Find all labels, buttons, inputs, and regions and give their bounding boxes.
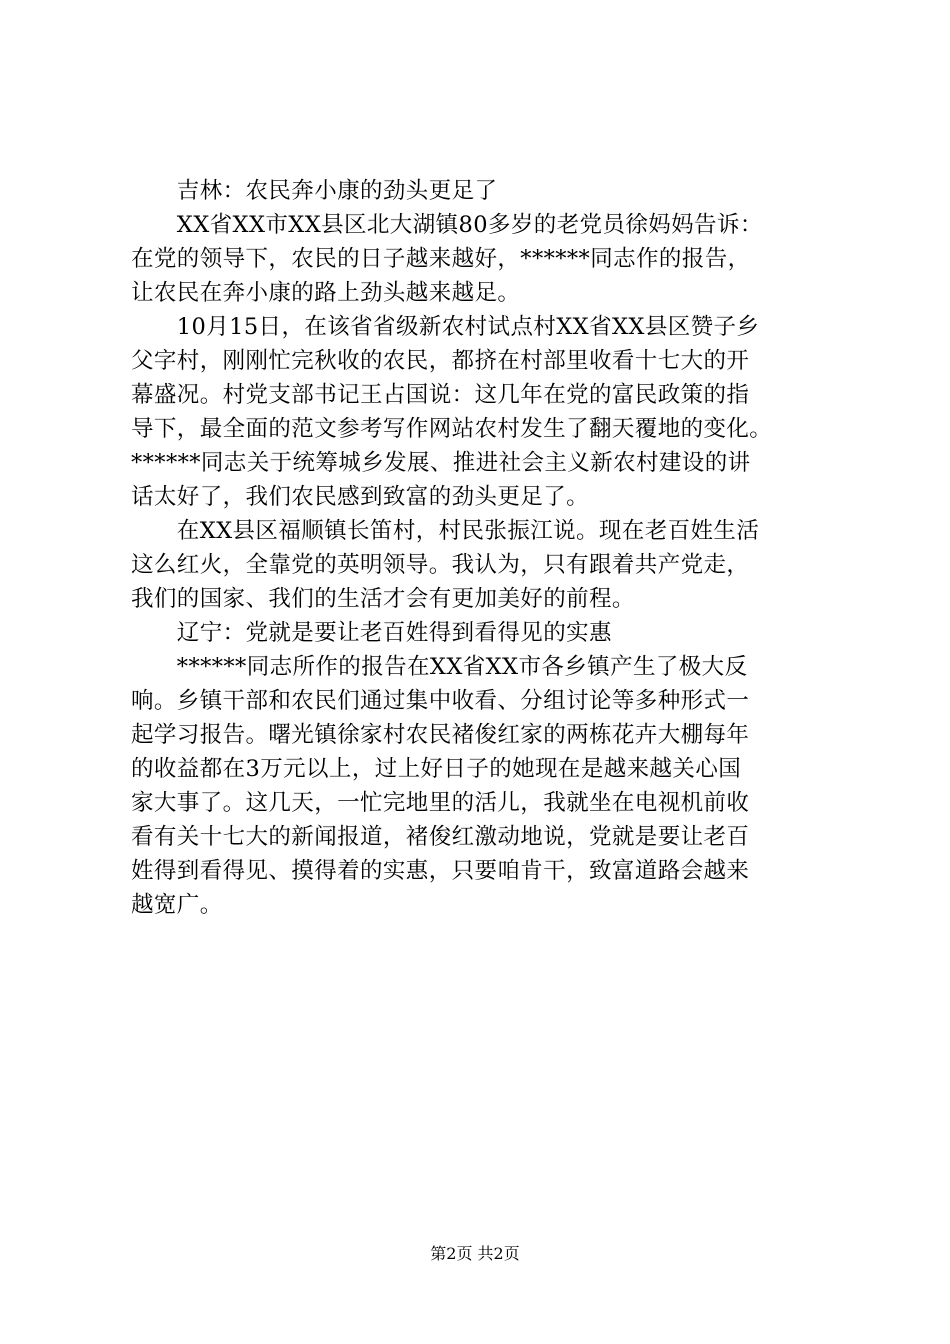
document-line: XX省XX市XX县区北大湖镇80多岁的老党员徐妈妈告诉：: [131, 212, 763, 238]
document-line: 让农民在奔小康的路上劲头越来越足。: [131, 280, 521, 306]
page-number-footer: 第2页 共2页: [430, 1244, 520, 1263]
document-line: 我们的国家、我们的生活才会有更加美好的前程。: [131, 586, 635, 612]
document-heading-liaoning: 辽宁：党就是要让老百姓得到看得见的实惠: [131, 620, 612, 646]
document-line: 幕盛况。村党支部书记王占国说：这几年在党的富民政策的指: [131, 382, 750, 408]
document-line: 越宽广。: [131, 892, 223, 918]
document-line: 10月15日，在该省省级新农村试点村XX省XX县区赞子乡: [131, 314, 760, 340]
document-line: 起学习报告。曙光镇徐家村农民褚俊红家的两栋花卉大棚每年: [131, 722, 750, 748]
document-line: 的收益都在3万元以上，过上好日子的她现在是越来越关心国: [131, 756, 742, 782]
document-line: 家大事了。这几天，一忙完地里的活儿，我就坐在电视机前收: [131, 790, 750, 816]
document-line: 在党的领导下，农民的日子越来越好，******同志作的报告，: [131, 246, 751, 272]
document-line: 在XX县区福顺镇长笛村，村民张振江说。现在老百姓生活: [131, 518, 760, 544]
document-line: 看有关十七大的新闻报道，褚俊红激动地说，党就是要让老百: [131, 824, 750, 850]
document-line: ******同志所作的报告在XX省XX市各乡镇产生了极大反: [131, 654, 748, 680]
document-line: 导下，最全面的范文参考写作网站农村发生了翻天覆地的变化。: [131, 416, 773, 442]
document-line: 这么红火，全靠党的英明领导。我认为，只有跟着共产党走，: [131, 552, 750, 578]
document-line: ******同志关于统筹城乡发展、推进社会主义新农村建设的讲: [131, 450, 751, 476]
document-line: 响。乡镇干部和农民们通过集中收看、分组讨论等多种形式一: [131, 688, 750, 714]
document-line: 话太好了，我们农民感到致富的劲头更足了。: [131, 484, 590, 510]
document-heading-jilin: 吉林：农民奔小康的劲头更足了: [131, 178, 498, 204]
document-line: 姓得到看得见、摸得着的实惠，只要咱肯干，致富道路会越来: [131, 858, 750, 884]
document-line: 父字村，刚刚忙完秋收的农民，都挤在村部里收看十七大的开: [131, 348, 750, 374]
